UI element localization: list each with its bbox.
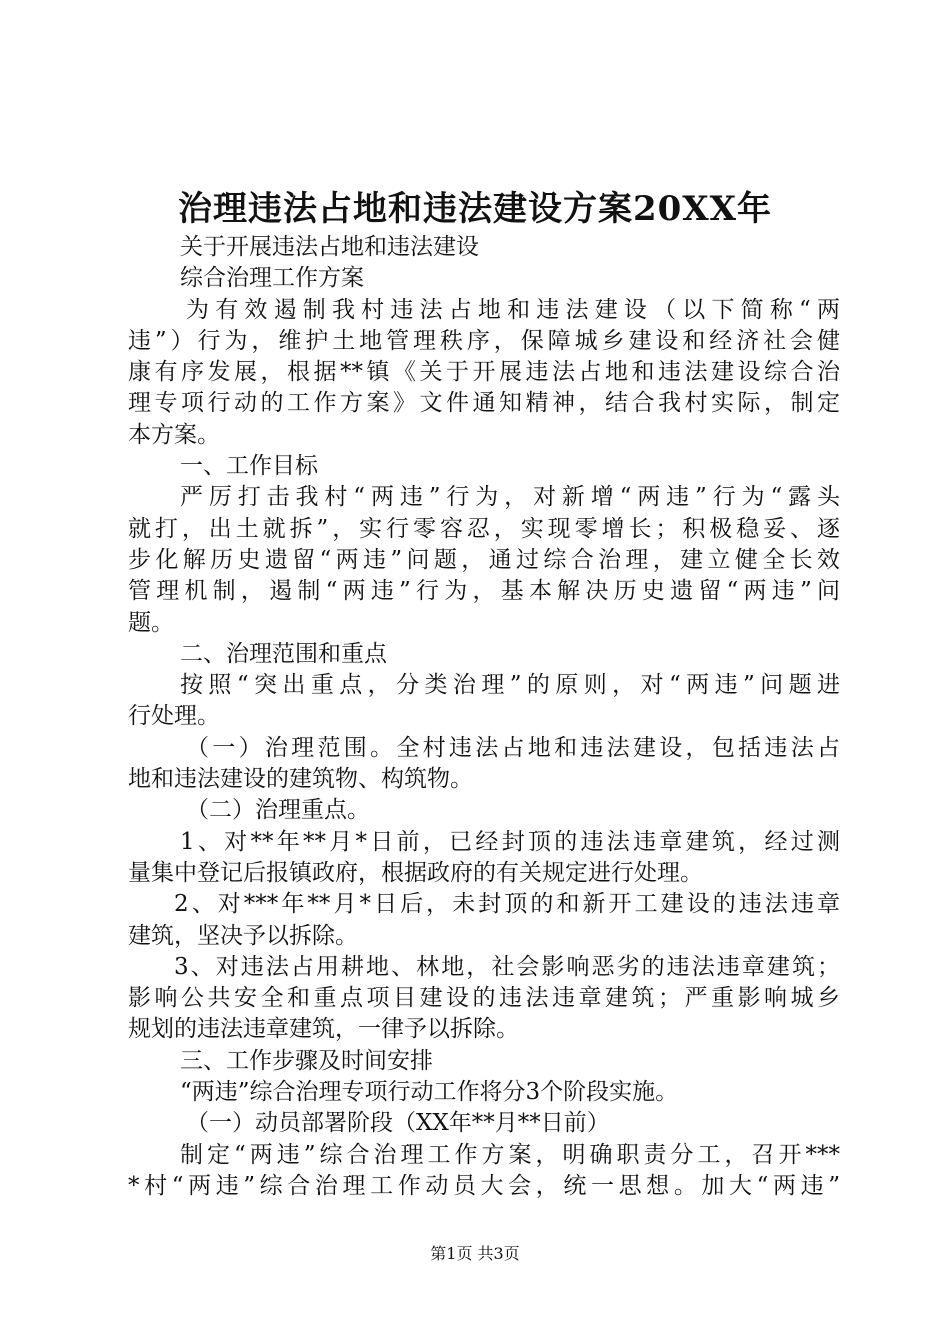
section-heading: 一、工作目标 — [180, 453, 318, 480]
body-line: 为有效遏制我村违法占地和违法建设（以下简称“两 — [186, 296, 840, 323]
body-line: 规划的违法违章建筑，一律予以拆除。 — [128, 1016, 519, 1043]
body-line: 2、对***年**月*日后，未封顶的和新开工建设的违法违章 — [174, 891, 840, 918]
document-body — [128, 232, 840, 1202]
sub-heading: （一）动员部署阶段（XX年**月**日前） — [186, 1110, 610, 1137]
page-footer: 第1页 共3页 — [430, 1244, 520, 1263]
body-line: 严厉打击我村“两违”行为，对新增“两违”行为“露头 — [180, 484, 840, 511]
sub-heading: （二）治理重点。 — [186, 797, 370, 824]
body-line: 本方案。 — [128, 421, 220, 448]
body-line: 就打，出土就拆”，实行零容忍，实现零增长；积极稳妥、逐 — [128, 515, 840, 542]
body-line: 康有序发展，根据**镇《关于开展违法占地和违法建设综合治 — [128, 359, 840, 386]
body-line: “两违”综合治理专项行动工作将分3个阶段实施。 — [180, 1079, 679, 1106]
body-line: 行处理。 — [128, 703, 220, 730]
body-line: 制定“两违”综合治理工作方案，明确职责分工，召开*** — [180, 1141, 840, 1168]
body-line: 1、对**年**月*日前，已经封顶的违法违章建筑，经过测 — [180, 828, 840, 855]
body-line: 量集中登记后报镇政府，根据政府的有关规定进行处理。 — [128, 859, 703, 886]
body-line: 地和违法建设的建筑物、构筑物。 — [128, 766, 473, 793]
body-line: 3、对违法占用耕地、林地，社会影响恶劣的违法违章建筑； — [174, 953, 840, 980]
body-line: 违”）行为，维护土地管理秩序，保障城乡建设和经济社会健 — [128, 327, 840, 354]
body-line: *村“两违”综合治理工作动员大会，统一思想。加大“两违” — [128, 1172, 840, 1199]
body-line: （一）治理范围。全村违法占地和违法建设，包括违法占 — [186, 734, 840, 761]
body-line: 步化解历史遗留“两违”问题，通过综合治理，建立健全长效 — [128, 546, 840, 573]
body-line: 按照“突出重点，分类治理”的原则，对“两违”问题进 — [180, 672, 840, 699]
section-heading: 二、治理范围和重点 — [180, 640, 387, 667]
body-line: 建筑，坚决予以拆除。 — [128, 922, 358, 949]
body-line: 理专项行动的工作方案》文件通知精神，结合我村实际，制定 — [128, 390, 840, 417]
document-title: 治理违法占地和违法建设方案20XX年 — [177, 189, 773, 229]
body-line: 题。 — [128, 609, 174, 636]
body-line: 综合治理工作方案 — [180, 265, 364, 292]
body-line: 关于开展违法占地和违法建设 — [180, 234, 479, 260]
body-line: 影响公共安全和重点项目建设的违法违章建筑；严重影响城乡 — [128, 985, 840, 1012]
section-heading: 三、工作步骤及时间安排 — [180, 1047, 433, 1074]
body-line: 管理机制，遏制“两违”行为，基本解决历史遗留“两违”问 — [128, 578, 840, 605]
